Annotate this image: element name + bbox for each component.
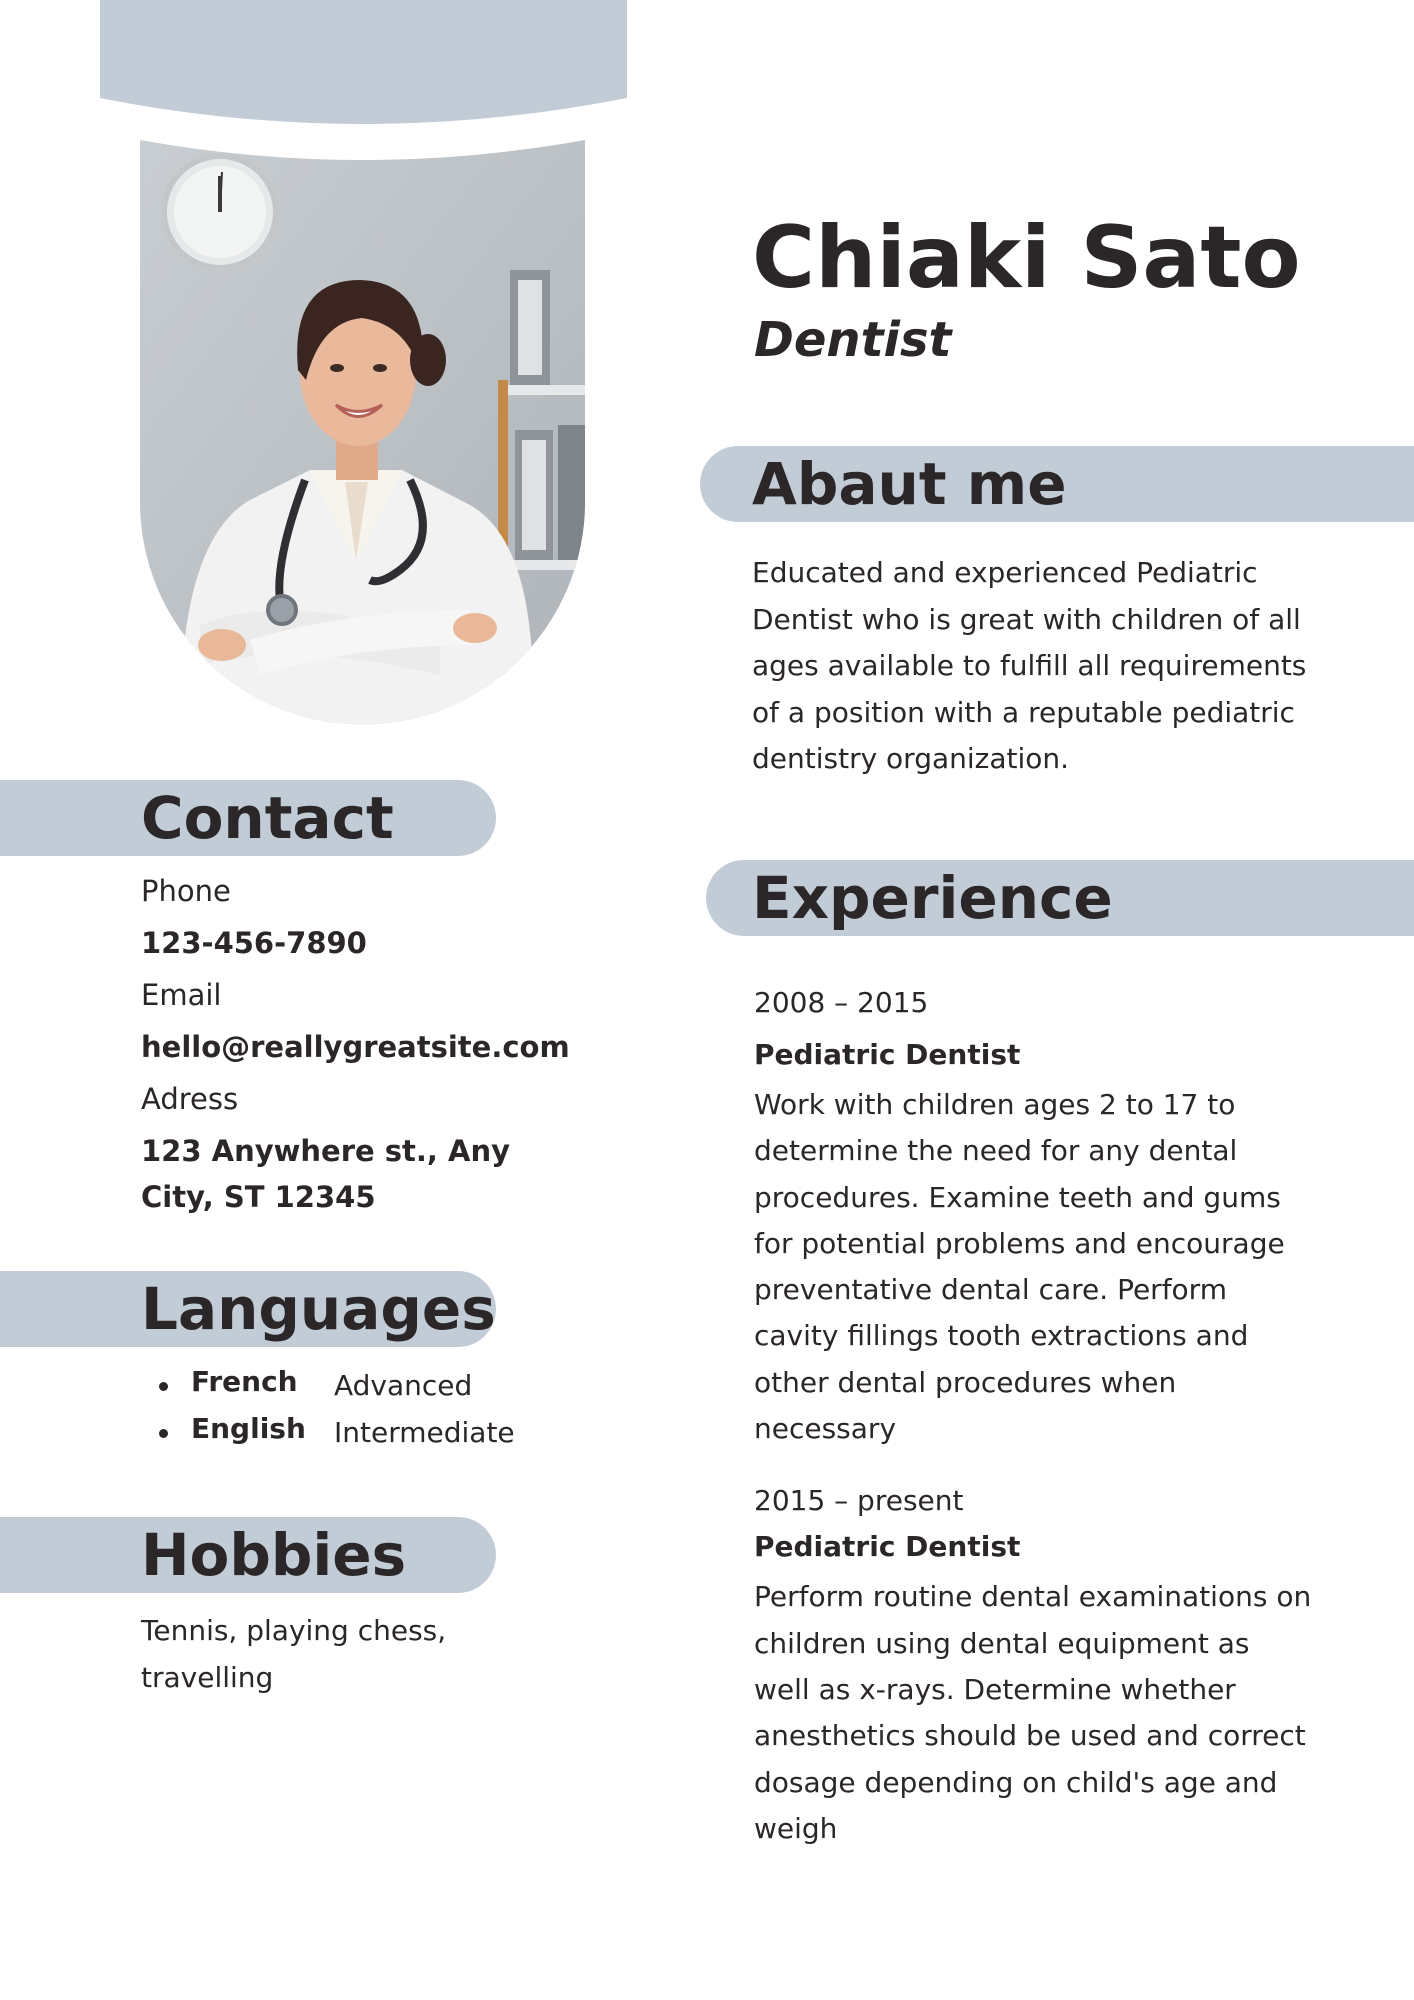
- language-item: [141, 1409, 581, 1456]
- about-heading: Abaut me: [752, 450, 1067, 518]
- experience-period: 2015 – present: [754, 1484, 964, 1518]
- language-item: [141, 1362, 581, 1409]
- email-label: Email: [141, 978, 222, 1012]
- bullet-icon: [159, 1429, 168, 1438]
- address-label: Adress: [141, 1082, 239, 1116]
- language-name: French: [191, 1365, 298, 1398]
- language-level: Advanced: [334, 1369, 473, 1402]
- language-level: Intermediate: [334, 1416, 515, 1449]
- about-text: Educated and experienced Pediatric Dentist who is great with children of all ages available to fulfill all requirements of a position with a reputable pediatric dentistry organization.: [752, 556, 1307, 775]
- bullet-icon: [159, 1382, 168, 1391]
- experience-description: Work with children ages 2 to 17 to determine the need for any dental procedures. Examine teeth and gums for potential problems and encourage preventative dental care. Perform cavity fillings tooth extractions and other dental procedures when necessary: [754, 1088, 1285, 1446]
- hobbies-text: Tennis, playing chess, travelling: [141, 1614, 447, 1694]
- experience-role: Pediatric Dentist: [754, 1038, 1021, 1071]
- profile-photo: [140, 140, 585, 725]
- experience-list: [754, 980, 1334, 1852]
- language-name: English: [191, 1412, 306, 1445]
- experience-item: [754, 1478, 1334, 1852]
- contact-details: [141, 868, 601, 1226]
- top-decorative-band: [0, 0, 1414, 140]
- address-value: 123 Anywhere st., Any City, ST 12345: [141, 1134, 511, 1214]
- contact-heading: Contact: [141, 784, 394, 852]
- job-title: Dentist: [754, 312, 952, 368]
- hobbies-heading: Hobbies: [141, 1521, 407, 1589]
- experience-item: [754, 980, 1334, 1452]
- languages-heading: Languages: [141, 1275, 496, 1343]
- experience-role: Pediatric Dentist: [754, 1530, 1021, 1564]
- clock-icon: [164, 156, 276, 268]
- experience-heading: Experience: [752, 864, 1113, 932]
- experience-period: 2008 – 2015: [754, 986, 929, 1019]
- phone-label: Phone: [141, 874, 231, 908]
- experience-description: Perform routine dental examinations on children using dental equipment as well as x-rays. Determine whether anesthetics should be used and correct dosage depending on child's age and weigh: [754, 1580, 1312, 1845]
- languages-list: [141, 1362, 581, 1456]
- candidate-name: Chiaki Sato: [752, 208, 1301, 308]
- email-value: hello@reallygreatsite.com: [141, 1030, 570, 1064]
- phone-value: 123-456-7890: [141, 926, 367, 960]
